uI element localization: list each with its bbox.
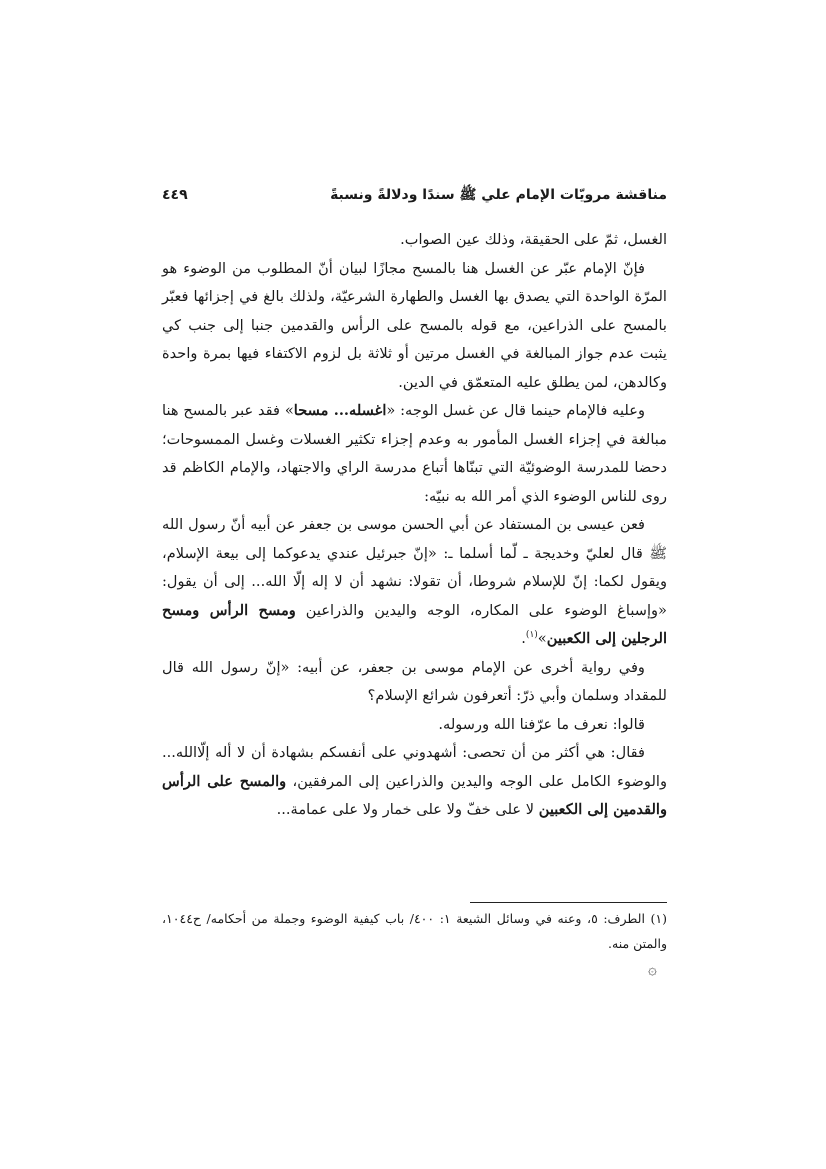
p3-text-b: » فقد عبر بالمسح هنا مبالغة في إجزاء الغسل المأمور به وعدم إجزاء تكثير الغسلات وغسل الممسوحات؛ دحضا للمدرسة الوضوئيّة التي تبنّاها أتباع مدرسة الراي والاجتهاد، والإمام الكاظم قد روى للناس الوضوء الذي أمر الله به نبيّه: <box>162 402 667 505</box>
paragraph-1: الغسل، ثمّ على الحقيقة، وذلك عين الصواب. <box>400 231 667 248</box>
paragraph-7 <box>162 739 667 825</box>
p7-bold-quote: والمسح على الرأس والقدمين إلى الكعبين <box>162 772 667 818</box>
paragraph-6: قالوا: نعرف ما عرّفنا الله ورسوله. <box>438 715 645 733</box>
p3-bold-quote: اغسله... مسحا <box>293 402 387 419</box>
p3-text-a: وعليه فالإمام حينما قال عن غسل الوجه: « <box>386 402 646 419</box>
footnote-divider <box>470 902 667 903</box>
paragraph-4 <box>162 511 667 654</box>
running-title: مناقشة مرويّات الإمام علي ﷺ سندًا ودلالةً ونسبةً <box>330 187 667 203</box>
p4-text-b: » <box>537 630 547 647</box>
p7-text-a: فقال: هي أكثر من أن تحصى: أشهدوني على أنفسكم بشهادة أن لا أله إلّاالله... والوضوء الكامل على الوجه واليدين والذراعين إلى المرفقين، <box>162 744 667 790</box>
page-number: ٤٤٩ <box>162 187 188 203</box>
p4-bold-quote: ومسح الرأس ومسح الرجلين إلى الكعبين <box>162 601 667 647</box>
footnote <box>162 906 667 956</box>
footnote-text: (١) الطرف: ٥، وعنه في وسائل الشيعة ١: ٤٠٠/ باب كيفية الوضوء وجملة من أحكامه/ ح١٠٤٤، والمتن منه. <box>162 911 667 951</box>
p4-text-end: . <box>521 630 526 647</box>
body-text <box>162 226 667 825</box>
footnote-marker[interactable]: (١) <box>525 630 538 641</box>
ornament-icon: ۞ <box>648 960 657 978</box>
page-header <box>162 186 667 210</box>
paragraph-2: فإنّ الإمام عبّر عن الغسل هنا بالمسح مجازًا لبيان أنّ المطلوب من الوضوء هو المرّة الواحدة التي يصدق بها الغسل والطهارة الشرعيّة، ولذلك بالغ في إجزائها فعبّر بالمسح على الذراعين، مع قوله بالمسح على الرأس والقدمين جنبا إلى جنب كي يثبت عدم جواز المبالغة في الغسل مرتين أو ثلاثة بل لزوم الاكتفاء فيها بمرة واحدة وكالدهن، لمن يطلق عليه المتعمّق في الدين. <box>162 259 667 391</box>
p7-text-b: لا على خفّ ولا على خمار ولا على عمامة... <box>276 801 539 818</box>
p4-text-a: فعن عيسى بن المستفاد عن أبي الحسن موسى بن جعفر عن أبيه أنّ رسول الله ﷺ قال لعليّ وخديجة ـ لّما أسلما ـ: «إنّ جبرئيل عندي يدعوكما إلى بيعة الإسلام، ويقول لكما: إنّ للإسلام شروطا، أن تقولا: نشهد أن لا إله إلّا الله... إلى أن يقول: «وإسباغ الوضوء على المكاره، الوجه واليدين والذراعين <box>162 516 667 619</box>
paragraph-3 <box>162 397 667 511</box>
paragraph-5: وفي رواية أخرى عن الإمام موسى بن جعفر، عن أبيه: «إنّ رسول الله قال للمقداد وسلمان وأبي ذرّ: أتعرفون شرائع الإسلام؟ <box>162 658 667 704</box>
